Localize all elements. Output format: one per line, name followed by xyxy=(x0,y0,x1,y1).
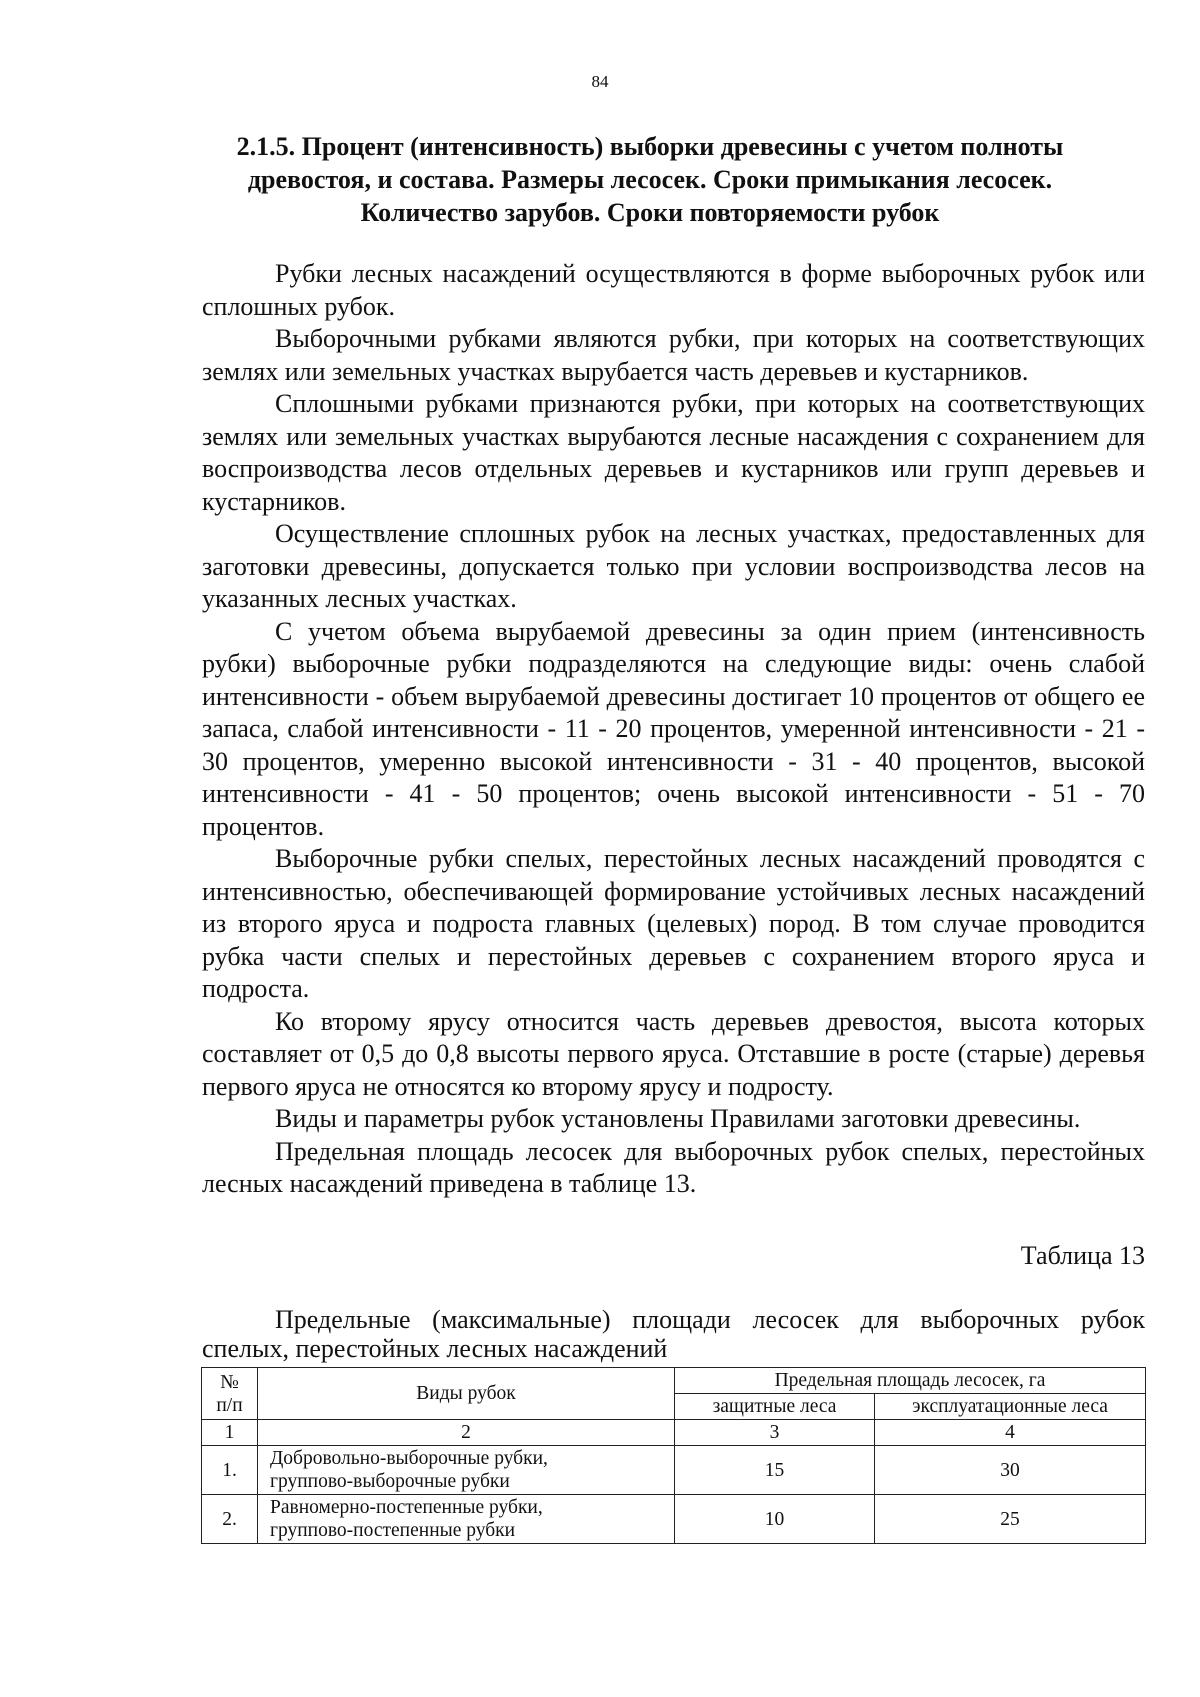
header-number-cell xyxy=(202,1368,258,1420)
row-protective-cell: 10 xyxy=(675,1495,875,1544)
heading-line: Количество зарубов. Сроки повторяемости рубок xyxy=(360,198,940,227)
header-protective-cell: защитные леса xyxy=(675,1394,875,1420)
row-protective-cell: 15 xyxy=(675,1446,875,1495)
row-name-line: группово-выборочные рубки xyxy=(270,1471,510,1492)
paragraph: Осуществление сплошных рубок на лесных участках, предоставленных для заготовки древесины, допускается только при условии воспроизводства лесов на указанных лесных участках. xyxy=(202,519,1145,613)
paragraph: Рубки лесных насаждений осуществляются в форме выборочных рубок или сплошных рубок. xyxy=(202,259,1145,321)
cutting-area-table xyxy=(201,1367,1146,1544)
index-cell: 3 xyxy=(675,1420,875,1446)
header-number-symbol: № xyxy=(220,1371,239,1393)
table-label: Таблица 13 xyxy=(1020,1241,1145,1270)
table-index-row xyxy=(202,1420,1146,1446)
index-cell: 2 xyxy=(258,1420,675,1446)
index-cell: 4 xyxy=(875,1420,1146,1446)
header-area-group-cell: Предельная площадь лесосек, га xyxy=(675,1368,1146,1394)
paragraph: Выборочные рубки спелых, перестойных лесных насаждений проводятся с интенсивностью, обеспечивающей формирование устойчивых лесных насаждений из второго яруса и подроста главных (целевых) пород. В том случае проводится рубка части спелых и перестойных деревьев с сохранением второго яруса и подроста. xyxy=(202,844,1145,1003)
paragraph: Сплошными рубками признаются рубки, при которых на соответствующих землях или земельных участках вырубаются лесные насаждения с сохранением для воспроизводства лесов отдельных деревьев и кустарников или групп деревьев и кустарников. xyxy=(202,389,1145,516)
index-cell: 1 xyxy=(202,1420,258,1446)
row-name-line: группово-постепенные рубки xyxy=(270,1520,516,1541)
row-exploitation-cell: 25 xyxy=(875,1495,1146,1544)
table-header-row xyxy=(202,1368,1146,1394)
paragraph: Предельная площадь лесосек для выборочных рубок спелых, перестойных лесных насаждений приведена в таблице 13. xyxy=(202,1136,1145,1198)
table-row xyxy=(202,1495,1146,1544)
row-number-cell: 2. xyxy=(202,1495,258,1544)
row-number-cell: 1. xyxy=(202,1446,258,1495)
paragraph: Выборочными рубками являются рубки, при которых на соответствующих землях или земельных участках вырубается часть деревьев и кустарников. xyxy=(202,324,1145,386)
header-type-cell: Виды рубок xyxy=(258,1368,675,1420)
section-heading xyxy=(190,130,1110,229)
row-name-cell xyxy=(258,1446,675,1495)
heading-line: 2.1.5. Процент (интенсивность) выборки древесины с учетом полноты xyxy=(236,132,1064,161)
paragraph: Виды и параметры рубок установлены Правилами заготовки древесины. xyxy=(275,1104,1081,1133)
page-number: 84 xyxy=(591,72,609,91)
row-name-line: Равномерно-постепенные рубки, xyxy=(270,1497,543,1518)
row-name-cell xyxy=(258,1495,675,1544)
body-text xyxy=(202,258,1145,1201)
row-exploitation-cell: 30 xyxy=(875,1446,1146,1495)
paragraph: Ко второму ярусу относится часть деревьев древостоя, высота которых составляет от 0,5 до 0,8 высоты первого яруса. Отставшие в росте (старые) деревья первого яруса не относятся ко второму ярусу и подросту. xyxy=(202,1006,1145,1101)
row-name-line: Добровольно-выборочные рубки, xyxy=(270,1448,548,1469)
paragraph: С учетом объема вырубаемой древесины за один прием (интенсивность рубки) выборочные рубки подразделяются на следующие виды: очень слабой интенсивности - объем вырубаемой древесины достигает 10 процентов от общего ее запаса, слабой интенсивности - 11 - 20 процентов, умеренной интенсивности - 21 - 30 процентов, умеренно высокой интенсивности - 31 - 40 процентов, высокой интенсивности - 41 - 50 процентов; очень высокой интенсивности - 51 - 70 процентов. xyxy=(202,616,1145,841)
header-number-abbr: п/п xyxy=(216,1394,243,1416)
header-exploitation-cell: эксплуатационные леса xyxy=(875,1394,1146,1420)
table-row xyxy=(202,1446,1146,1495)
heading-line: древостоя, и состава. Размеры лесосек. Сроки примыкания лесосек. xyxy=(247,165,1053,194)
table-caption: Предельные (максимальные) площади лесосек для выборочных рубок спелых, перестойных лесных насаждений xyxy=(202,1305,1145,1363)
